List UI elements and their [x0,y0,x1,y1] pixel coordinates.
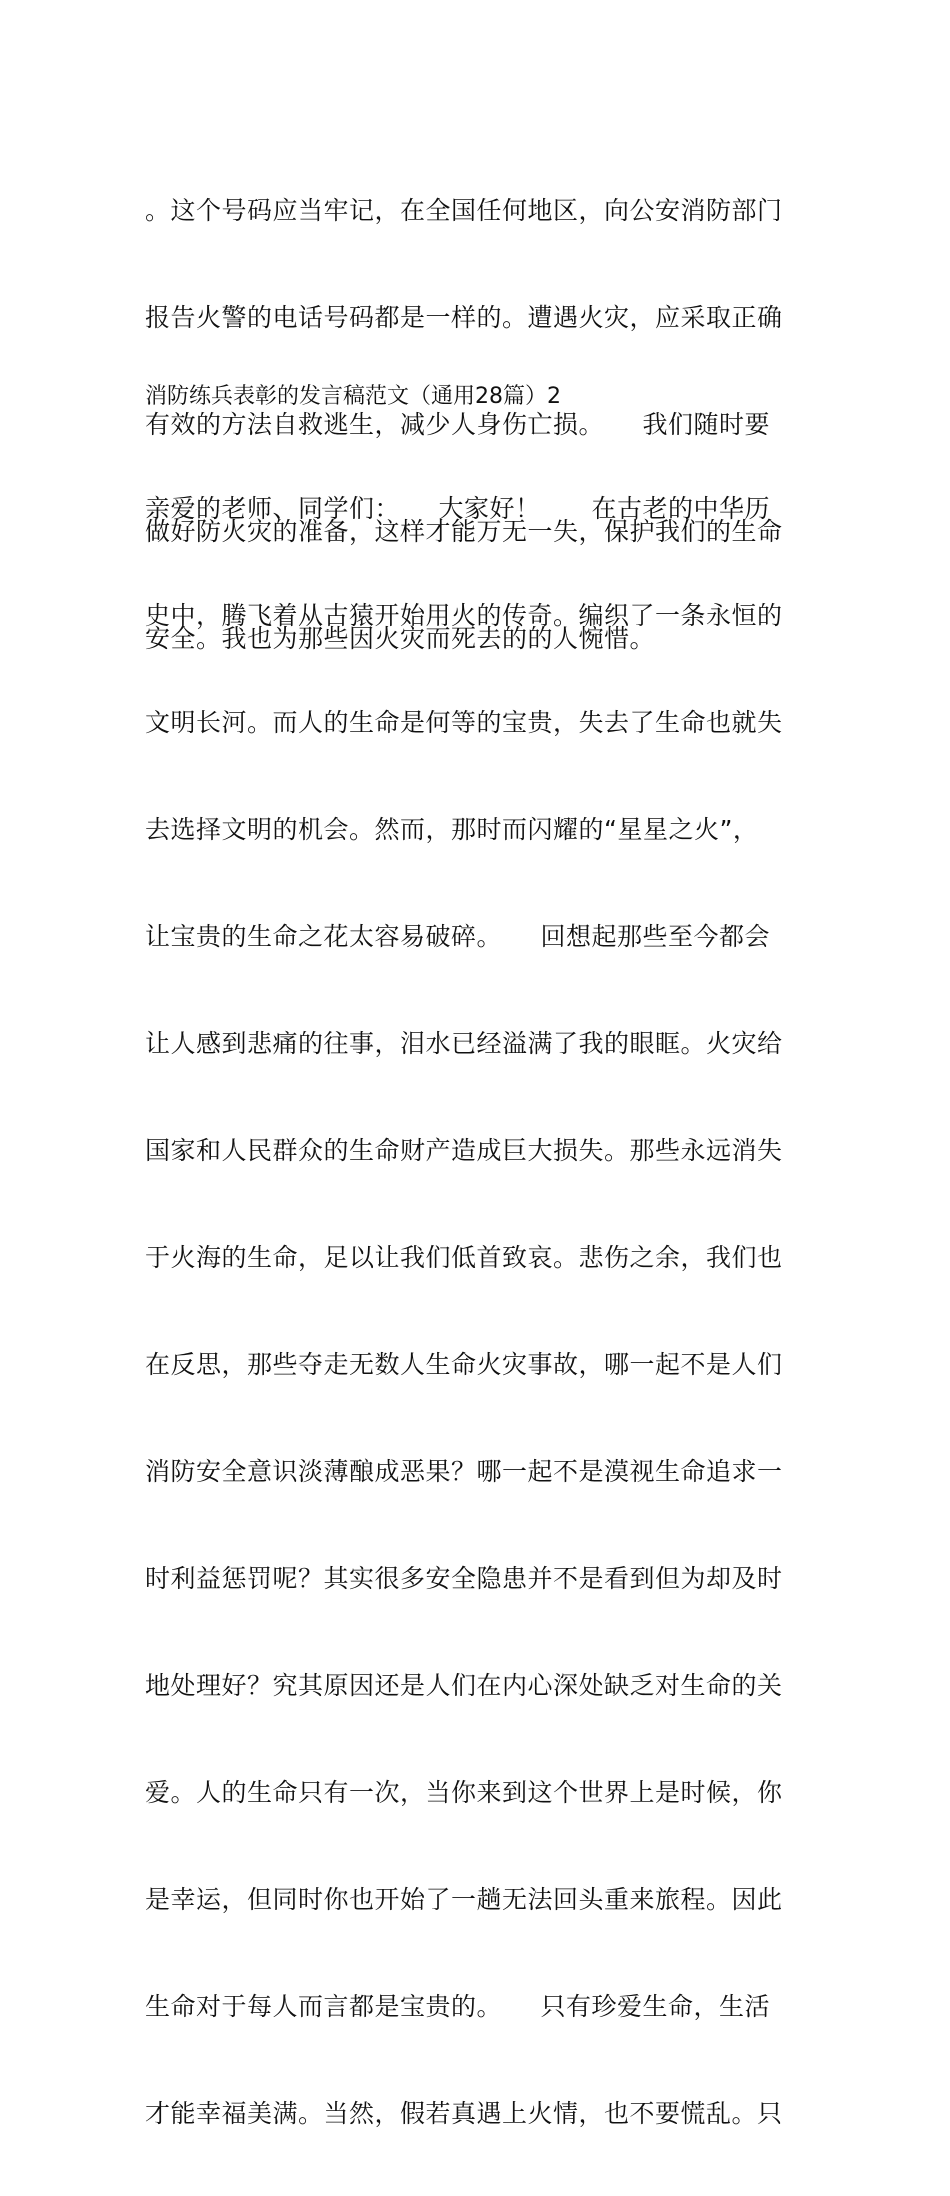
text-line: 消防安全意识淡薄酿成恶果？哪一起不是漠视生命追求一 [145,1457,783,1486]
text-line: 地处理好？究其原因还是人们在内心深处缺乏对生命的关 [145,1671,783,1700]
text-line: 国家和人民群众的生命财产造成巨大损失。那些永远消失 [145,1136,783,1165]
text-line: 报告火警的电话号码都是一样的。遭遇火灾，应采取正确 [145,303,783,332]
text-line: 文明长河。而人的生命是何等的宝贵，失去了生命也就失 [145,708,783,737]
paragraph-2 [145,426,810,2196]
text-line: 让人感到悲痛的往事，泪水已经溢满了我的眼眶。火灾给 [145,1029,783,1058]
text-line: 去选择文明的机会。然而，那时而闪耀的“星星之火”， [145,815,759,844]
text-line: 是幸运，但同时你也开始了一趟无法回头重来旅程。因此 [145,1885,783,1914]
text-line: 才能幸福美满。当然，假若真遇上火情，也不要慌乱。只 [145,2099,783,2128]
text-line: 史中，腾飞着从古猿开始用火的传奇。编织了一条永恒的 [145,601,783,630]
text-line: 做好防火灾的准备，这样才能万无一失，保护我们的生命 [145,517,783,546]
text-line: 生命对于每人而言都是宝贵的。 只有珍爱生命，生活 [145,1992,771,2021]
section-heading: 消防练兵表彰的发言稿范文（通用28篇）2 [145,384,561,409]
text-line: 。这个号码应当牢记，在全国任何地区，向公安消防部门 [145,196,783,225]
text-line: 于火海的生命，足以让我们低首致哀。悲伤之余，我们也 [145,1243,783,1272]
text-line: 在反思，那些夺走无数人生命火灾事故，哪一起不是人们 [145,1350,783,1379]
text-line: 时利益惩罚呢？其实很多安全隐患并不是看到但为却及时 [145,1564,783,1593]
text-line: 爱。人的生命只有一次，当你来到这个世界上是时候，你 [145,1778,783,1807]
text-line: 亲爱的老师、同学们： 大家好！ 在古老的中华历 [145,494,771,523]
text-line: 有效的方法自救逃生，减少人身伤亡损。 我们随时要 [145,410,771,439]
text-line: 让宝贵的生命之花太容易破碎。 回想起那些至今都会 [145,922,771,951]
text-line: 安全。我也为那些因火灾而死去的的人惋惜。 [145,624,656,653]
